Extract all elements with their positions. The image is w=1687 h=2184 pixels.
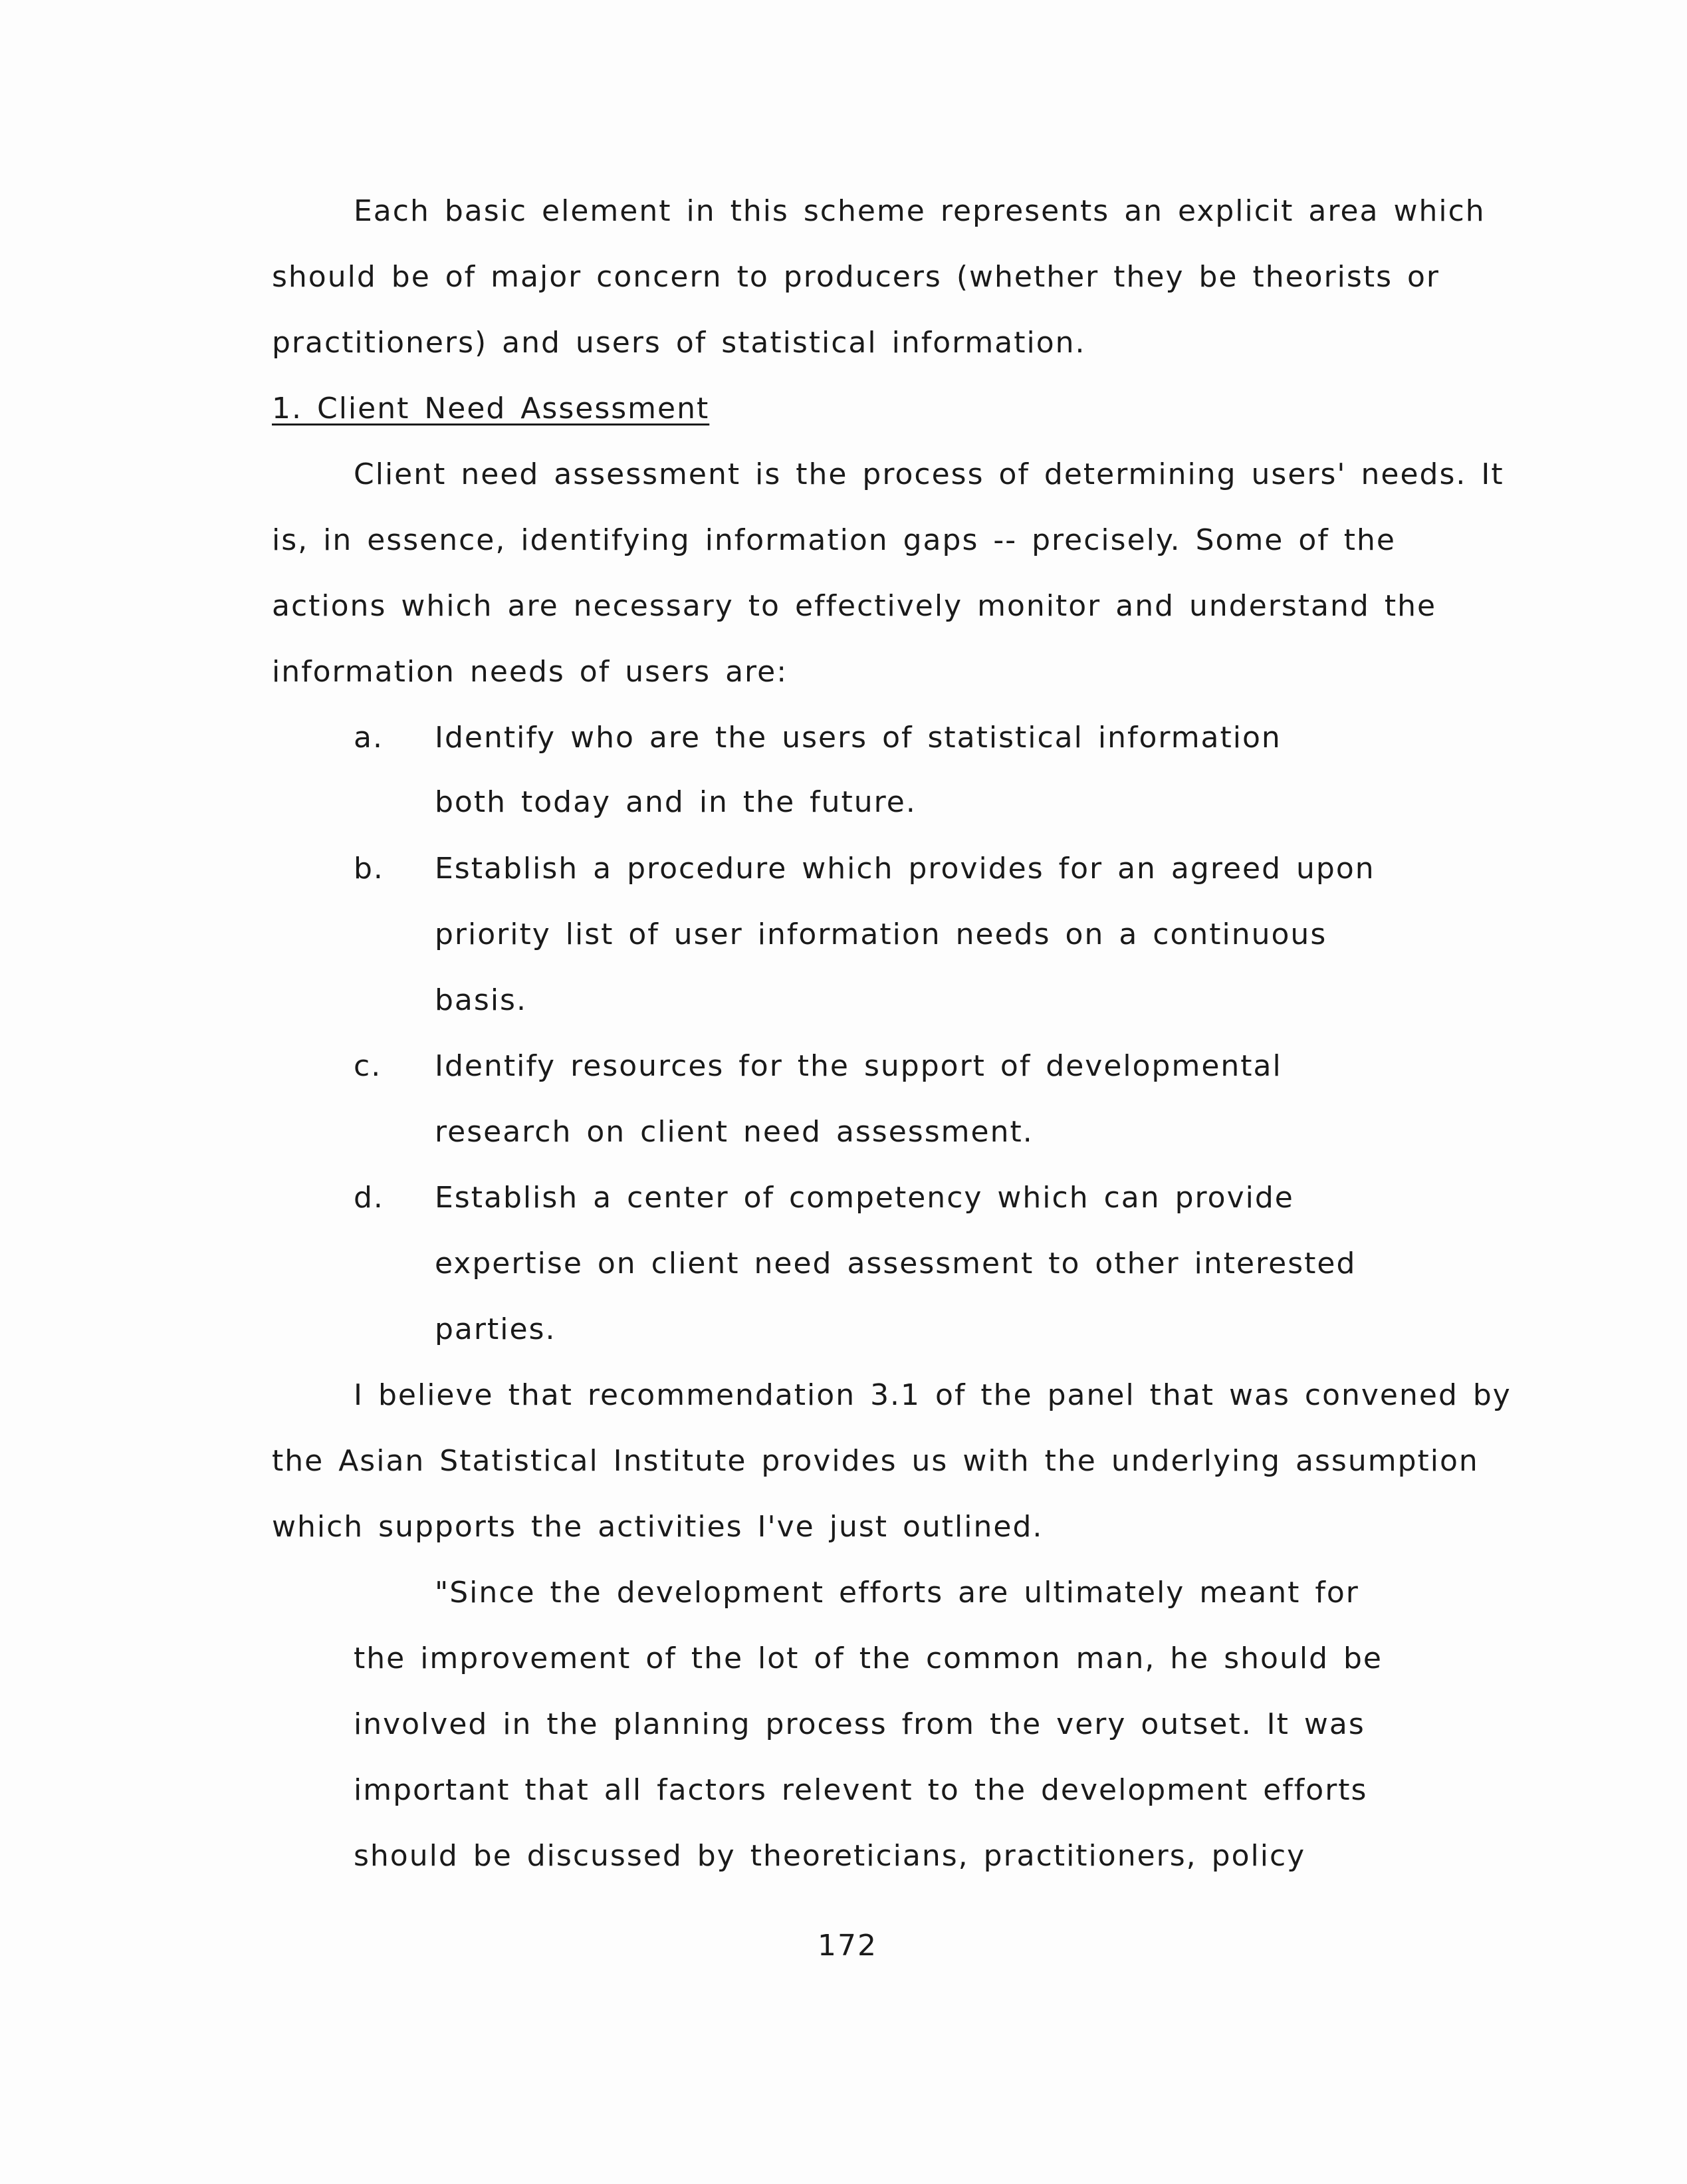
intro-line-3: practitioners) and users of statistical information. xyxy=(272,326,1086,360)
quote-line-4: important that all factors relevent to the development efforts xyxy=(354,1773,1368,1807)
list-item-a-line-2: both today and in the future. xyxy=(435,785,917,819)
section-para-line-1: Client need assessment is the process of determining users' needs. It xyxy=(354,457,1504,491)
list-marker-a: a. xyxy=(354,721,384,755)
belief-line-1: I believe that recommendation 3.1 of the panel that was convened by xyxy=(354,1378,1512,1412)
section-para-line-3: actions which are necessary to effectively monitor and understand the xyxy=(272,589,1437,623)
page-number: 172 xyxy=(818,1929,877,1963)
belief-line-2: the Asian Statistical Institute provides us with the underlying assumption xyxy=(272,1444,1479,1478)
list-item-d-line-2: expertise on client need assessment to other interested xyxy=(435,1247,1357,1280)
list-marker-d: d. xyxy=(354,1181,384,1215)
list-item-c-line-1: Identify resources for the support of developmental xyxy=(435,1049,1282,1083)
quote-line-2: the improvement of the lot of the common man, he should be xyxy=(354,1641,1383,1675)
intro-line-2: should be of major concern to producers (whether they be theorists or xyxy=(272,260,1440,294)
list-item-a-line-1: Identify who are the users of statistical information xyxy=(435,721,1282,755)
list-item-c-line-2: research on client need assessment. xyxy=(435,1115,1034,1149)
section-para-line-4: information needs of users are: xyxy=(272,655,788,689)
section-heading: 1. Client Need Assessment xyxy=(272,392,710,425)
belief-line-3: which supports the activities I've just outlined. xyxy=(272,1510,1044,1544)
quote-line-5: should be discussed by theoreticians, practitioners, policy xyxy=(354,1839,1306,1873)
list-item-d-line-3: parties. xyxy=(435,1312,556,1346)
quote-line-1: "Since the development efforts are ultimately meant for xyxy=(435,1576,1359,1610)
list-item-d-line-1: Establish a center of competency which can provide xyxy=(435,1181,1294,1215)
list-item-b-line-1: Establish a procedure which provides for an agreed upon xyxy=(435,852,1375,886)
list-item-b-line-3: basis. xyxy=(435,983,527,1017)
list-marker-b: b. xyxy=(354,852,384,886)
intro-line-1: Each basic element in this scheme represents an explicit area which xyxy=(354,194,1486,228)
list-item-b-line-2: priority list of user information needs on a continuous xyxy=(435,917,1327,951)
quote-line-3: involved in the planning process from the very outset. It was xyxy=(354,1707,1365,1741)
list-marker-c: c. xyxy=(354,1049,382,1083)
section-para-line-2: is, in essence, identifying information gaps -- precisely. Some of the xyxy=(272,523,1396,557)
